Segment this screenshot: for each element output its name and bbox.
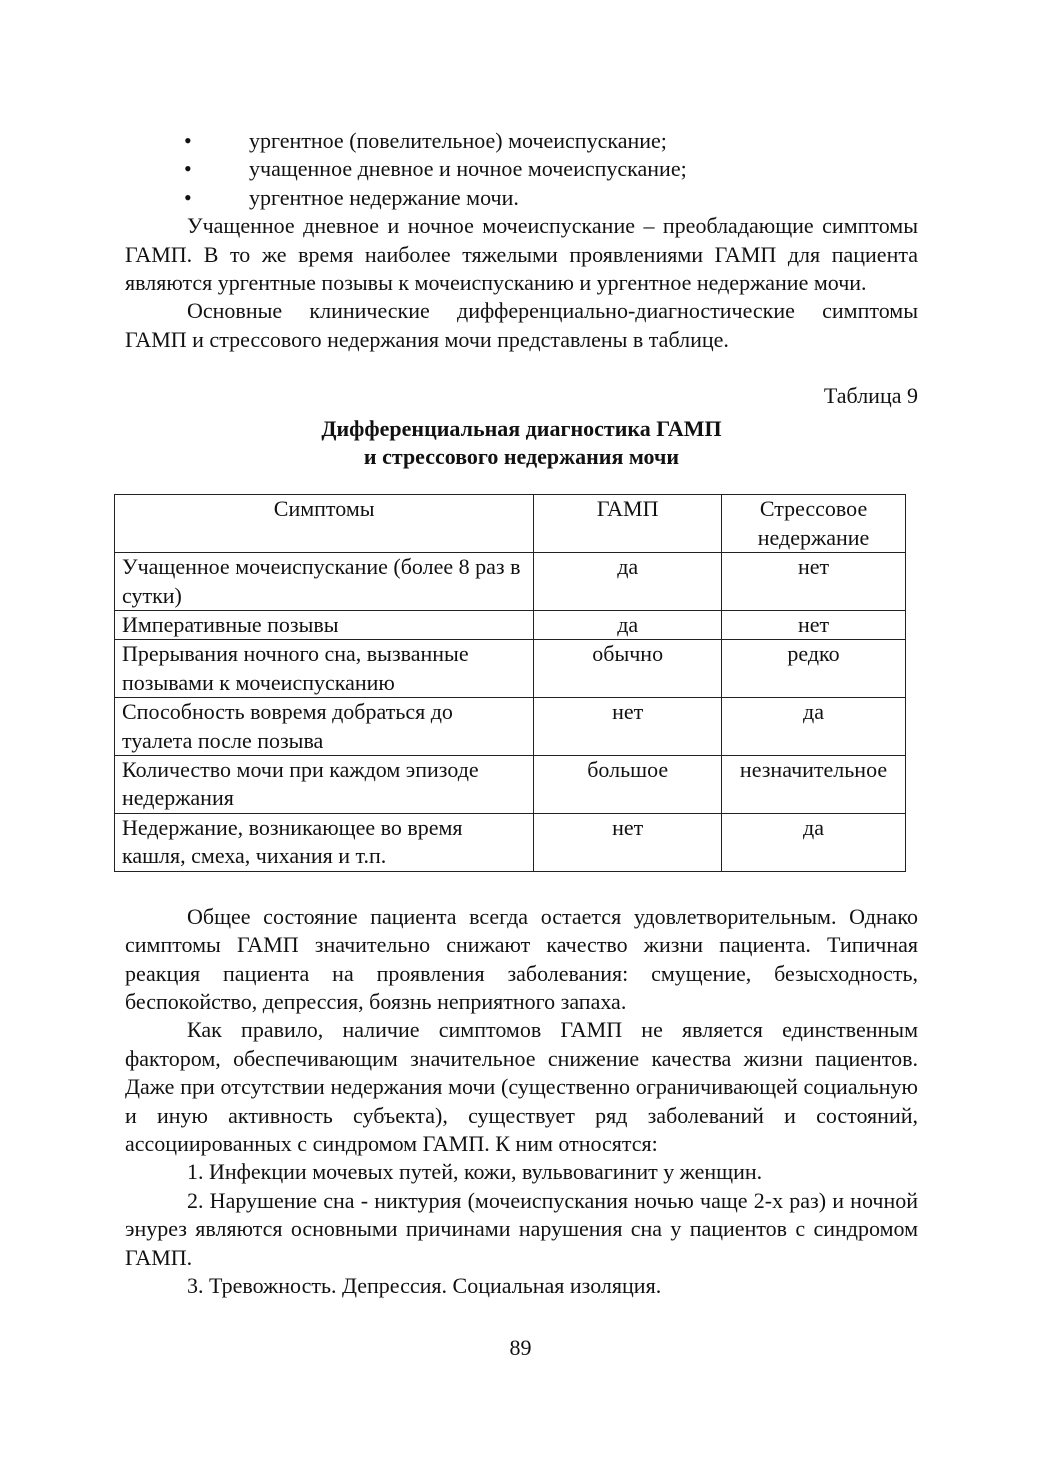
table-cell: Способность вовремя добраться до туалета после позыва bbox=[115, 698, 534, 756]
table-row bbox=[115, 756, 906, 814]
page-content bbox=[122, 127, 918, 1300]
column-header-symptoms: Симптомы bbox=[115, 495, 534, 553]
table-cell: незначительное bbox=[722, 756, 906, 814]
table-cell: да bbox=[722, 698, 906, 756]
body-text bbox=[125, 903, 918, 1301]
numbered-item: 3. Тревожность. Депрессия. Социальная изоляция. bbox=[187, 1272, 662, 1298]
bullet-icon: • bbox=[184, 156, 192, 182]
table-cell: да bbox=[534, 611, 722, 640]
bullet-icon: • bbox=[184, 184, 192, 210]
table-cell: Недержание, возникающее во время кашля, смеха, чихания и т.п. bbox=[115, 813, 534, 871]
table-cell: нет bbox=[722, 611, 906, 640]
table-row bbox=[115, 640, 906, 698]
table-title bbox=[125, 415, 918, 472]
numbered-item: 1. Инфекции мочевых путей, кожи, вульвовагинит у женщин. bbox=[187, 1159, 763, 1185]
paragraph: Как правило, наличие симптомов ГАМП не является единственным фактором, обеспечивающим значительное снижение качества жизни пациентов. Даже при отсутствии недержания мочи (существенно ограничивающей социальную и иную активность субъекта), существует ряд заболеваний и состояний, ассоциированных с синдромом ГАМП. К ним относятся: bbox=[125, 1017, 918, 1156]
table-row bbox=[115, 698, 906, 756]
table-cell: Количество мочи при каждом эпизоде недержания bbox=[115, 756, 534, 814]
table-cell: нет bbox=[534, 698, 722, 756]
numbered-item: 2. Нарушение сна - никтурия (мочеиспускания ночью чаще 2-х раз) и ночной энурез являются основными причинами нарушения сна у пациентов с синдромом ГАМП. bbox=[125, 1187, 918, 1270]
table-title-line: и стрессового недержания мочи bbox=[363, 444, 680, 470]
table-header-row bbox=[115, 495, 906, 553]
paragraph: Основные клинические дифференциально-диагностические симптомы ГАМП и стрессового недержания мочи представлены в таблице. bbox=[125, 298, 918, 352]
list-item: • ургентное недержание мочи. bbox=[125, 184, 918, 212]
list-item: • ургентное (повелительное) мочеиспускание; bbox=[125, 127, 918, 155]
table-cell: да bbox=[722, 813, 906, 871]
column-header-gamp: ГАМП bbox=[534, 495, 722, 553]
table-cell: Учащенное мочеиспускание (более 8 раз в сутки) bbox=[115, 553, 534, 611]
table-cell: редко bbox=[722, 640, 906, 698]
table-cell: большое bbox=[534, 756, 722, 814]
table-row bbox=[115, 553, 906, 611]
table-row bbox=[115, 813, 906, 871]
table-cell: Прерывания ночного сна, вызванные позывами к мочеиспусканию bbox=[115, 640, 534, 698]
table-cell: нет bbox=[722, 553, 906, 611]
column-header-stress: Стрессовое недержание bbox=[722, 495, 906, 553]
bullet-list bbox=[125, 127, 918, 212]
table-cell: нет bbox=[534, 813, 722, 871]
page-number: 89 bbox=[509, 1335, 532, 1360]
list-item: • учащенное дневное и ночное мочеиспускание; bbox=[125, 155, 918, 183]
bullet-icon: • bbox=[184, 128, 192, 153]
table-cell: да bbox=[534, 553, 722, 611]
table-caption: Таблица 9 bbox=[823, 383, 918, 409]
table-row bbox=[115, 611, 906, 640]
paragraph: Учащенное дневное и ночное мочеиспускание – преобладающие симптомы ГАМП. В то же время наиболее тяжелыми проявлениями ГАМП для пациента являются ургентные позывы к мочеиспусканию и ургентное недержание мочи. bbox=[125, 213, 918, 295]
table-cell: Императивные позывы bbox=[115, 611, 534, 640]
table-title-line: Дифференциальная диагностика ГАМП bbox=[321, 415, 722, 441]
diagnosis-table bbox=[114, 494, 906, 871]
table-cell: обычно bbox=[534, 640, 722, 698]
paragraph: Общее состояние пациента всегда остается удовлетворительным. Однако симптомы ГАМП значительно снижают качество жизни пациента. Типичная реакция пациента на проявления заболевания: смущение, безысходность, беспокойство, депрессия, боязнь неприятного запаха. bbox=[125, 903, 918, 1014]
